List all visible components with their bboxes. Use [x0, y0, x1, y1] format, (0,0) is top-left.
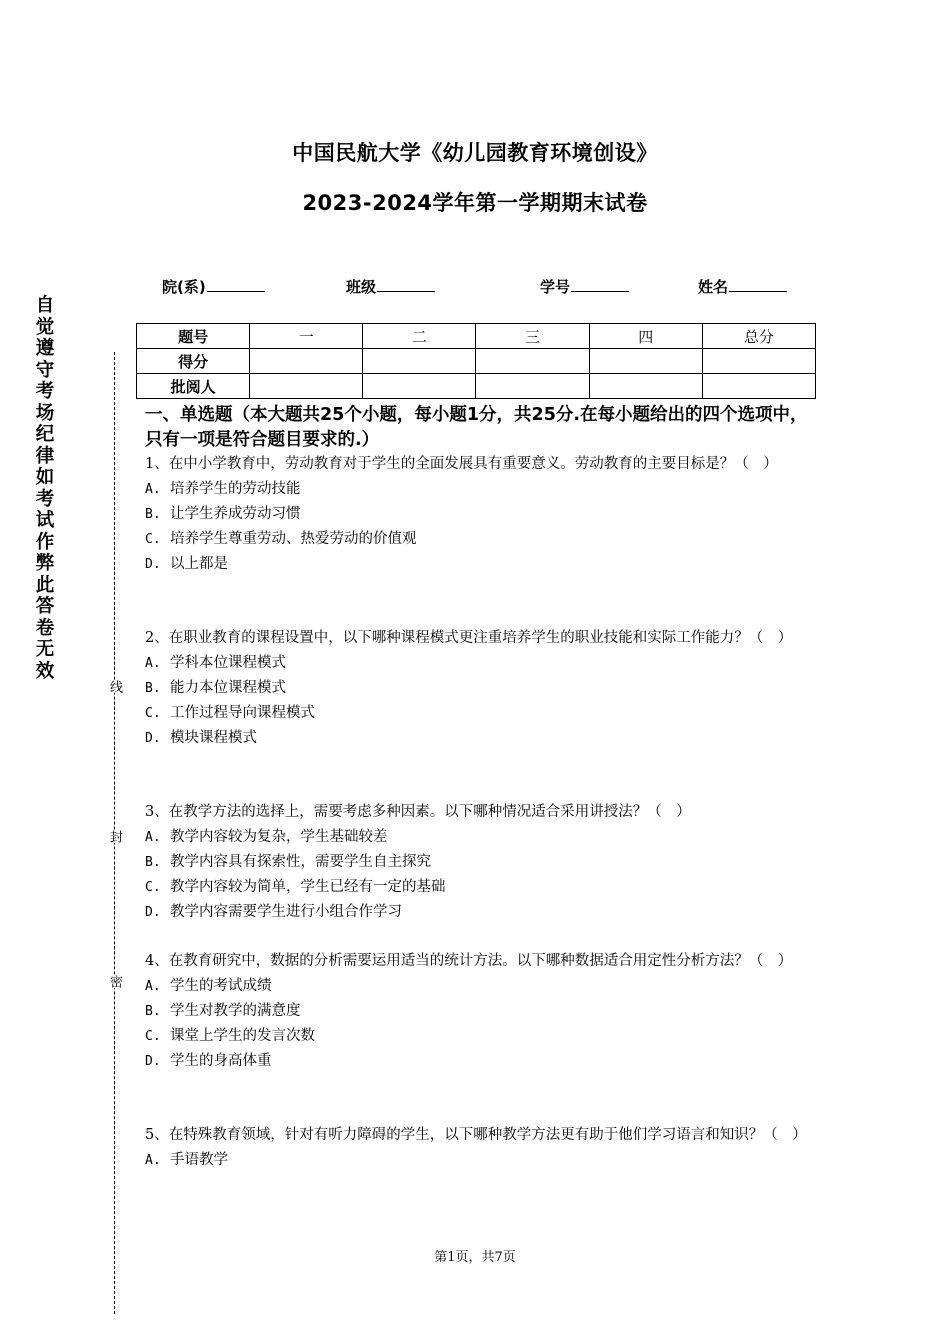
option-d[interactable]: D. 模块课程模式: [145, 730, 257, 746]
binding-secret-label: 密: [107, 975, 122, 988]
dept-label: 院(系): [162, 278, 206, 296]
question-5: [145, 1123, 825, 1173]
dept-blank[interactable]: [207, 277, 265, 292]
binding-seal-label: 封: [107, 830, 122, 843]
section-1-heading: 一、单选题（本大题共25个小题，每小题1分，共25分.在每小题给出的四个选项中，只有一项是符合题目要求的.）: [145, 405, 808, 450]
option-a[interactable]: A. 学生的考试成绩: [145, 978, 272, 994]
grader-cell[interactable]: [589, 374, 702, 399]
grader-cell[interactable]: [476, 374, 589, 399]
question-stem: 5、在特殊教育领域，针对有听力障碍的学生，以下哪种教学方法更有助于他们学习语言和知识？（ ）: [145, 1127, 807, 1143]
score-table: [136, 323, 816, 399]
grader-row: [137, 374, 816, 399]
student-id-blank[interactable]: [571, 277, 629, 292]
option-c[interactable]: C. 教学内容较为简单，学生已经有一定的基础: [145, 879, 446, 895]
option-c[interactable]: C. 工作过程导向课程模式: [145, 705, 315, 721]
grader-row-label: 批阅人: [137, 374, 250, 399]
score-cell[interactable]: [476, 349, 589, 374]
question-2: [145, 626, 825, 751]
dept-field: [162, 276, 265, 297]
question-stem: 1、在中小学教育中，劳动教育对于学生的全面发展具有重要意义。劳动教育的主要目标是？（ ）: [145, 456, 778, 472]
exam-discipline-notice: 自觉遵守考场纪律如考试作弊此答卷无效: [35, 295, 55, 682]
class-label: 班级: [346, 278, 377, 296]
question-stem: 4、在教育研究中，数据的分析需要运用适当的统计方法。以下哪种数据适合用定性分析方法？（ ）: [145, 953, 793, 969]
option-b[interactable]: B. 教学内容具有探索性，需要学生自主探究: [145, 854, 431, 870]
option-b[interactable]: B. 让学生养成劳动习惯: [145, 506, 301, 522]
score-table-header-row: [137, 324, 816, 349]
name-label: 姓名: [698, 278, 729, 296]
option-c[interactable]: C. 课堂上学生的发言次数: [145, 1028, 315, 1044]
question-stem: 3、在教学方法的选择上，需要考虑多种因素。以下哪种情况适合采用讲授法？（ ）: [145, 804, 691, 820]
col-part-1: 一: [250, 324, 363, 349]
question-1: [145, 452, 825, 577]
score-row: [137, 349, 816, 374]
student-id-field: [540, 276, 629, 297]
question-3: [145, 800, 825, 925]
binding-line-label: 线: [107, 680, 122, 693]
class-blank[interactable]: [377, 277, 435, 292]
col-question-no: 题号: [137, 324, 250, 349]
score-cell[interactable]: [250, 349, 363, 374]
name-blank[interactable]: [729, 277, 787, 292]
col-part-2: 二: [363, 324, 476, 349]
question-stem: 2、在职业教育的课程设置中，以下哪种课程模式更注重培养学生的职业技能和实际工作能力？（ ）: [145, 630, 793, 646]
option-a[interactable]: A. 手语教学: [145, 1152, 228, 1168]
option-a[interactable]: A. 教学内容较为复杂，学生基础较差: [145, 829, 388, 845]
grader-cell[interactable]: [363, 374, 476, 399]
option-b[interactable]: B. 学生对教学的满意度: [145, 1003, 301, 1019]
score-cell[interactable]: [363, 349, 476, 374]
grader-cell[interactable]: [250, 374, 363, 399]
option-b[interactable]: B. 能力本位课程模式: [145, 680, 286, 696]
col-total: 总分: [702, 324, 815, 349]
score-cell[interactable]: [702, 349, 815, 374]
option-c[interactable]: C. 培养学生尊重劳动、热爱劳动的价值观: [145, 531, 417, 547]
option-d[interactable]: D. 以上都是: [145, 556, 228, 572]
class-field: [346, 276, 435, 297]
exam-title-line1: 中国民航大学《幼儿园教育环境创设》: [292, 141, 658, 165]
grader-cell[interactable]: [702, 374, 815, 399]
score-row-label: 得分: [137, 349, 250, 374]
name-field: [698, 276, 787, 297]
student-id-label: 学号: [540, 278, 571, 296]
col-part-3: 三: [476, 324, 589, 349]
score-cell[interactable]: [589, 349, 702, 374]
option-d[interactable]: D. 学生的身高体重: [145, 1053, 272, 1069]
col-part-4: 四: [589, 324, 702, 349]
question-4: [145, 949, 825, 1074]
option-a[interactable]: A. 学科本位课程模式: [145, 655, 286, 671]
option-d[interactable]: D. 教学内容需要学生进行小组合作学习: [145, 904, 402, 920]
option-a[interactable]: A. 培养学生的劳动技能: [145, 481, 301, 497]
page-number: 第1页，共7页: [434, 1250, 516, 1265]
exam-title-line2: 2023-2024学年第一学期期末试卷: [302, 191, 648, 215]
